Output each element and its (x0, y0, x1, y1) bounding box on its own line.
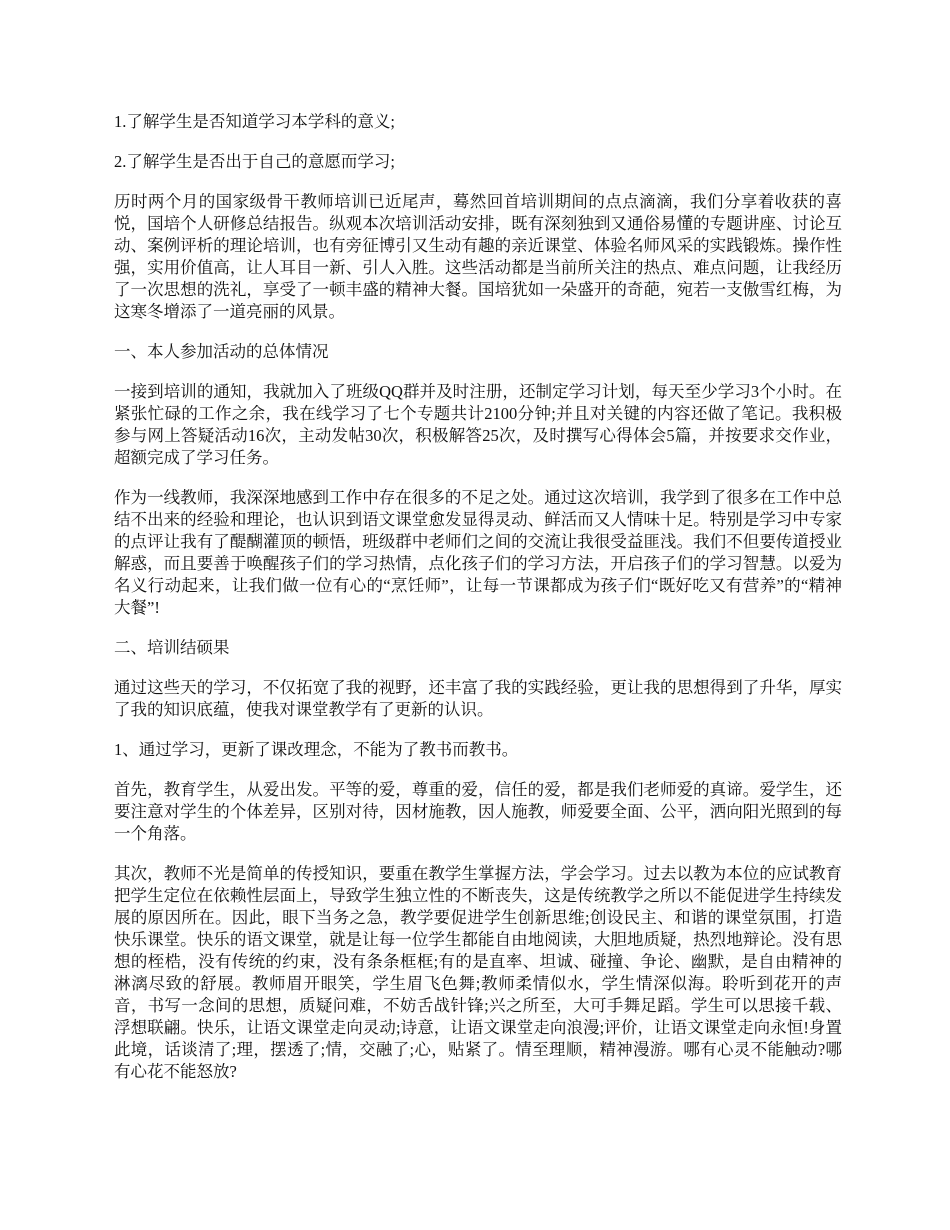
subheading-1: 1、通过学习，更新了课改理念，不能为了教书而教书。 (114, 740, 519, 759)
paragraph-item-1: 1.了解学生是否知道学习本学科的意义; (114, 112, 395, 131)
document-body (114, 111, 842, 1101)
paragraph-intro: 历时两个月的国家级骨干教师培训已近尾声，蓦然回首培训期间的点点滴滴，我们分享着收获的喜悦，国培个人研修总结报告。纵观本次培训活动安排，既有深刻独到又通俗易懂的专题讲座、讨论互动、案例评析的理论培训，也有旁征博引又生动有趣的亲近课堂、体验名师风采的实践锻炼。操作性强，实用价值高，让人耳目一新、引人入胜。这些活动都是当前所关注的热点、难点问题，让我经历了一次思想的洗礼，享受了一顿丰盛的精神大餐。国培犹如一朵盛开的奇葩，宛若一支傲雪红梅，为这寒冬增添了一道亮丽的风景。 (114, 192, 842, 321)
paragraph-first: 首先，教育学生，从爱出发。平等的爱，尊重的爱，信任的爱，都是我们老师爱的真谛。爱学生，还要注意对学生的个体差异，区别对待，因材施教，因人施教，师爱要全面、公平，洒向阳光照到的每一个角落。 (114, 780, 842, 843)
section-heading-1: 一、本人参加活动的总体情况 (114, 342, 329, 361)
paragraph-results: 通过这些天的学习，不仅拓宽了我的视野，还丰富了我的实践经验，更让我的思想得到了升华，厚实了我的知识底蕴，使我对课堂教学有了更新的认识。 (114, 678, 842, 719)
section-heading-2: 二、培训结硕果 (114, 638, 230, 657)
paragraph-participation: 一接到培训的通知，我就加入了班级QQ群并及时注册，还制定学习计划，每天至少学习3个小时。在紧张忙碌的工作之余，我在线学习了七个专题共计2100分钟;并且对关键的内容还做了笔记。我积极参与网上答疑活动16次，主动发帖30次，积极解答25次，及时撰写心得体会5篇，并按要求交作业，超额完成了学习任务。 (114, 382, 843, 467)
paragraph-reflection: 作为一线教师，我深深地感到工作中存在很多的不足之处。通过这次培训，我学到了很多在工作中总结不出来的经验和理论，也认识到语文课堂愈发显得灵动、鲜活而又人情味十足。特别是学习中专家的点评让我有了醍醐灌顶的顿悟，班级群中老师们之间的交流让我很受益匪浅。我们不但要传道授业解惑，而且要善于唤醒孩子们的学习热情，点化孩子们的学习方法，开启孩子们的学习智慧。以爱为名义行动起来，让我们做一位有心的“烹饪师”，让每一节课都成为孩子们“既好吃又有营养”的“精神大餐”! (114, 488, 842, 617)
paragraph-second: 其次，教师不光是简单的传授知识，要重在教学生掌握方法，学会学习。过去以教为本位的应试教育把学生定位在依赖性层面上，导致学生独立性的不断丧失，这是传统教学之所以不能促进学生持续发展的原因所在。因此，眼下当务之急，教学要促进学生创新思维;创设民主、和谐的课堂氛围，打造快乐课堂。快乐的语文课堂，就是让每一位学生都能自由地阅读，大胆地质疑，热烈地辩论。没有思想的桎梏，没有传统的约束，没有条条框框;有的是直率、坦诚、碰撞、争论、幽默，是自由精神的淋漓尽致的舒展。教师眉开眼笑，学生眉飞色舞;教师柔情似水，学生情深似海。聆听到花开的声音，书写一念间的思想，质疑问难，不妨舌战针锋;兴之所至，大可手舞足蹈。学生可以思接千载、浮想联翩。快乐，让语文课堂走向灵动;诗意，让语文课堂走向浪漫;评价，让语文课堂走向永恒!身置此境，话谈清了;理，摆透了;情，交融了;心，贴紧了。情至理顺，精神漫游。哪有心灵不能触动?哪有心花不能怒放? (114, 864, 842, 1081)
paragraph-item-2: 2.了解学生是否出于自己的意愿而学习; (114, 152, 395, 171)
